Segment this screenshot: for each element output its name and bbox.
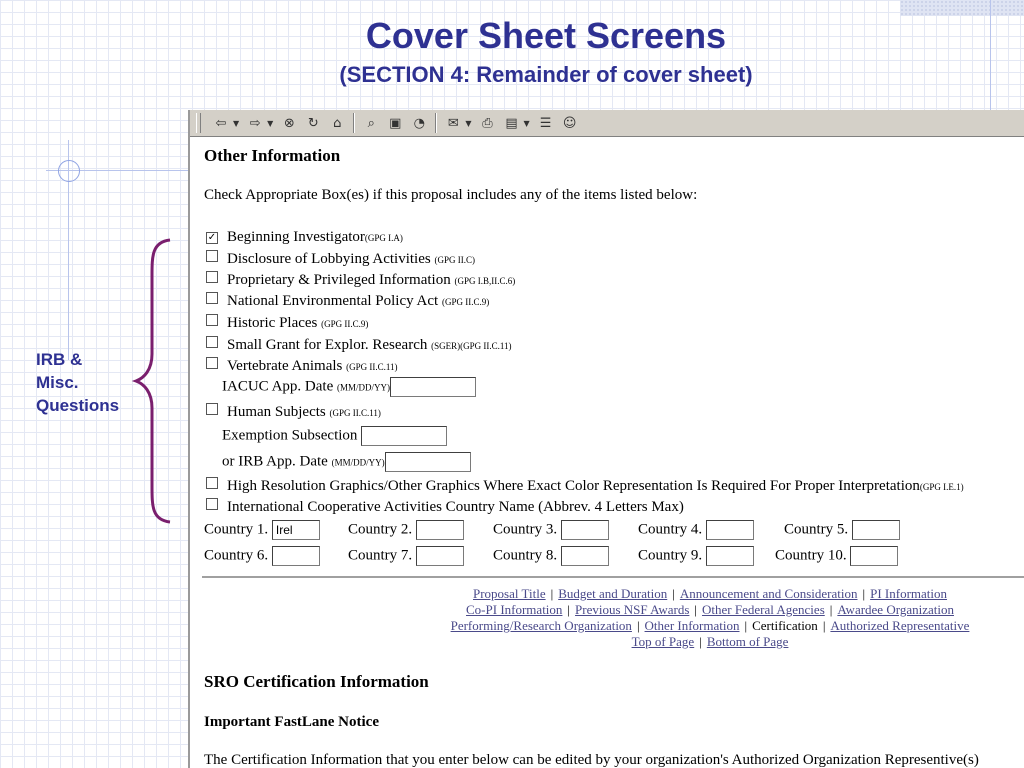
browser-screenshot	[188, 110, 1024, 768]
side-label-line: Misc.	[36, 373, 79, 392]
country-3-input[interactable]	[561, 520, 609, 540]
beginning-investigator-checkbox[interactable]: ✓	[207, 232, 217, 243]
checkbox-label: High Resolution Graphics/Other Graphics Where Exact Color Representation Is Required For Proper Interpretation	[227, 478, 920, 494]
checkbox-label: Proprietary & Privileged Information	[227, 272, 455, 288]
gpg-reference: (GPG I.B,II.C.6)	[454, 276, 516, 286]
slide-title: Cover Sheet Screens	[365, 15, 727, 56]
checkbox-row	[206, 229, 403, 246]
link-separator: |	[829, 602, 833, 617]
discuss-icon[interactable]: ☰	[539, 115, 552, 131]
country-label: Country 10.	[775, 547, 847, 564]
proprietary-checkbox[interactable]	[206, 271, 218, 283]
date-format-hint: (MM/DD/YY)	[337, 382, 390, 393]
decorative-circle	[58, 160, 80, 182]
link-separator: |	[699, 634, 702, 649]
section-nav-links	[390, 586, 1024, 650]
browser-toolbar	[190, 110, 1024, 137]
country-label: Country 5.	[784, 521, 849, 538]
instruction-text: Check Appropriate Box(es) if this proposal includes any of the items listed below:	[204, 187, 698, 203]
nav-link-awardee[interactable]: Awardee Organization	[837, 602, 954, 617]
country-4-input[interactable]	[706, 520, 754, 540]
back-arrow-icon[interactable]: ⇦	[215, 115, 227, 131]
toolbar-grip	[196, 113, 201, 133]
home-icon[interactable]: ⌂	[333, 115, 342, 131]
checkbox-label: International Cooperative Activities Country Name (Abbrev. 4 Letters Max)	[227, 499, 684, 515]
checkbox-label: Historic Places	[227, 315, 322, 331]
exemption-label: Exemption Subsection	[222, 427, 362, 444]
exemption-row	[222, 426, 447, 446]
nav-link-federal-agencies[interactable]: Other Federal Agencies	[702, 602, 825, 617]
historic-places-checkbox[interactable]	[206, 314, 218, 326]
favorites-icon[interactable]: ▣	[389, 115, 402, 131]
country-label: Country 1.	[204, 521, 269, 538]
country-label: Country 4.	[638, 521, 703, 538]
iacuc-date-input[interactable]	[390, 377, 476, 397]
country-field	[638, 520, 754, 540]
checkbox-label: Human Subjects	[227, 404, 330, 420]
notice-text: The Certification Information that you enter below can be edited by your organization's Authorized Organization Representive(s)	[204, 752, 979, 768]
country-2-input[interactable]	[416, 520, 464, 540]
checkbox-label: Small Grant for Explor. Research	[227, 337, 432, 353]
chevron-down-icon[interactable]: ▼	[233, 118, 240, 128]
chevron-down-icon[interactable]: ▼	[523, 118, 530, 128]
chevron-down-icon[interactable]: ▼	[267, 118, 274, 128]
link-separator: |	[550, 586, 554, 601]
link-separator: |	[862, 586, 866, 601]
country-field	[348, 520, 464, 540]
toolbar-separator	[435, 113, 437, 133]
nav-link-top[interactable]: Top of Page	[631, 634, 695, 649]
history-icon[interactable]: ◔	[413, 115, 425, 131]
vertebrate-animals-checkbox[interactable]	[206, 357, 218, 369]
gpg-reference: (SGER)(GPG II.C.11)	[431, 341, 512, 351]
country-field	[204, 546, 320, 566]
country-field	[204, 520, 320, 540]
toolbar-separator	[353, 113, 355, 133]
country-10-input[interactable]	[850, 546, 898, 566]
slide-subtitle: (SECTION 4: Remainder of cover sheet)	[339, 62, 753, 87]
chevron-down-icon[interactable]: ▼	[465, 118, 472, 128]
country-label: Country 2.	[348, 521, 413, 538]
iacuc-label: IACUC App. Date	[222, 378, 337, 395]
mail-icon[interactable]: ✉	[447, 115, 459, 131]
link-separator: |	[744, 618, 748, 633]
country-6-input[interactable]	[272, 546, 320, 566]
checkbox-row	[206, 498, 684, 516]
environmental-policy-checkbox[interactable]	[206, 292, 218, 304]
gpg-reference: (GPG II.C)	[434, 255, 475, 265]
irb-label: or IRB App. Date	[222, 453, 332, 470]
print-icon[interactable]: ⎙	[482, 115, 493, 131]
country-field	[493, 546, 609, 566]
nav-line	[390, 602, 1024, 618]
country-field	[775, 546, 898, 566]
gpg-reference: (GPG II.C.11)	[346, 362, 398, 372]
country-label: Country 6.	[204, 547, 269, 564]
nav-link-authorized-rep[interactable]: Authorized Representative	[830, 618, 970, 633]
checkbox-label: Beginning Investigator	[227, 229, 365, 245]
checkbox-label: Vertebrate Animals	[227, 358, 347, 374]
nav-link-other-information[interactable]: Other Information	[644, 618, 740, 633]
link-separator: |	[567, 602, 571, 617]
nav-link-proposal-title[interactable]: Proposal Title	[472, 586, 546, 601]
stop-icon[interactable]: ⊗	[283, 115, 295, 131]
sro-heading: SRO Certification Information	[204, 672, 429, 691]
gpg-reference: (GPG II.C.11)	[329, 408, 381, 418]
country-field	[348, 546, 464, 566]
checkbox-label: Disclosure of Lobbying Activities	[227, 251, 435, 267]
nav-link-performing-org[interactable]: Performing/Research Organization	[450, 618, 632, 633]
iacuc-row	[222, 377, 476, 397]
country-9-input[interactable]	[706, 546, 754, 566]
nav-link-pi-information[interactable]: PI Information	[870, 586, 948, 601]
country-label: Country 7.	[348, 547, 413, 564]
curly-brace	[130, 236, 174, 526]
lobbying-checkbox[interactable]	[206, 250, 218, 262]
link-separator: |	[672, 586, 675, 601]
nav-link-announcement[interactable]: Announcement and Consideration	[679, 586, 858, 601]
search-icon[interactable]: ⌕	[367, 115, 375, 131]
nav-link-bottom[interactable]: Bottom of Page	[706, 634, 789, 649]
country-7-input[interactable]	[416, 546, 464, 566]
checkbox-row	[206, 336, 512, 354]
country-label: Country 9.	[638, 547, 703, 564]
country-5-input[interactable]	[852, 520, 900, 540]
small-grant-checkbox[interactable]	[206, 336, 218, 348]
country-label: Country 8.	[493, 547, 558, 564]
international-activities-checkbox[interactable]	[206, 498, 218, 510]
date-format-hint: (MM/DD/YY)	[331, 457, 385, 468]
irb-date-input[interactable]	[385, 452, 471, 472]
country-8-input[interactable]	[561, 546, 609, 566]
checkbox-row	[206, 250, 475, 268]
country-label: Country 3.	[493, 521, 558, 538]
high-resolution-graphics-checkbox[interactable]	[206, 477, 218, 489]
link-separator: |	[636, 618, 640, 633]
forward-arrow-icon[interactable]: ⇨	[249, 115, 261, 131]
link-separator: |	[822, 618, 826, 633]
gpg-reference: (GPG I.A)	[364, 233, 403, 243]
country-field	[784, 520, 900, 540]
exemption-subsection-input[interactable]	[361, 426, 447, 446]
side-label-line: IRB &	[36, 350, 83, 369]
human-subjects-checkbox[interactable]	[206, 403, 218, 415]
gpg-reference: (GPG II.C.9)	[321, 319, 369, 329]
nav-line	[390, 586, 1024, 602]
country-field	[493, 520, 609, 540]
country-field	[638, 546, 754, 566]
link-separator: |	[694, 602, 698, 617]
checkbox-row	[206, 357, 398, 375]
checkbox-label: National Environmental Policy Act	[227, 293, 442, 309]
checkbox-row	[206, 292, 489, 310]
edit-icon[interactable]: ▤	[505, 115, 518, 131]
nav-line	[390, 618, 1024, 634]
country-1-input[interactable]: Irel	[272, 520, 320, 540]
gpg-reference: (GPG I.E.1)	[919, 482, 964, 492]
checkbox-row	[206, 477, 964, 495]
nav-link-previous-awards[interactable]: Previous NSF Awards	[575, 602, 690, 617]
checkbox-row	[206, 271, 515, 289]
nav-line	[390, 634, 1024, 650]
gpg-reference: (GPG II.C.9)	[441, 297, 490, 307]
section-heading: Other Information	[204, 146, 341, 165]
messenger-icon[interactable]: ☺	[562, 115, 577, 131]
side-label-line: Questions	[36, 396, 120, 415]
nav-link-budget[interactable]: Budget and Duration	[558, 586, 668, 601]
notice-heading: Important FastLane Notice	[204, 714, 379, 730]
checkbox-row	[206, 314, 368, 332]
nav-link-co-pi[interactable]: Co-PI Information	[466, 602, 563, 617]
irb-row	[222, 452, 471, 472]
refresh-icon[interactable]: ↻	[307, 115, 319, 131]
section-divider	[202, 576, 1024, 578]
checkbox-row	[206, 403, 381, 421]
nav-current-certification: Certification	[752, 618, 818, 633]
